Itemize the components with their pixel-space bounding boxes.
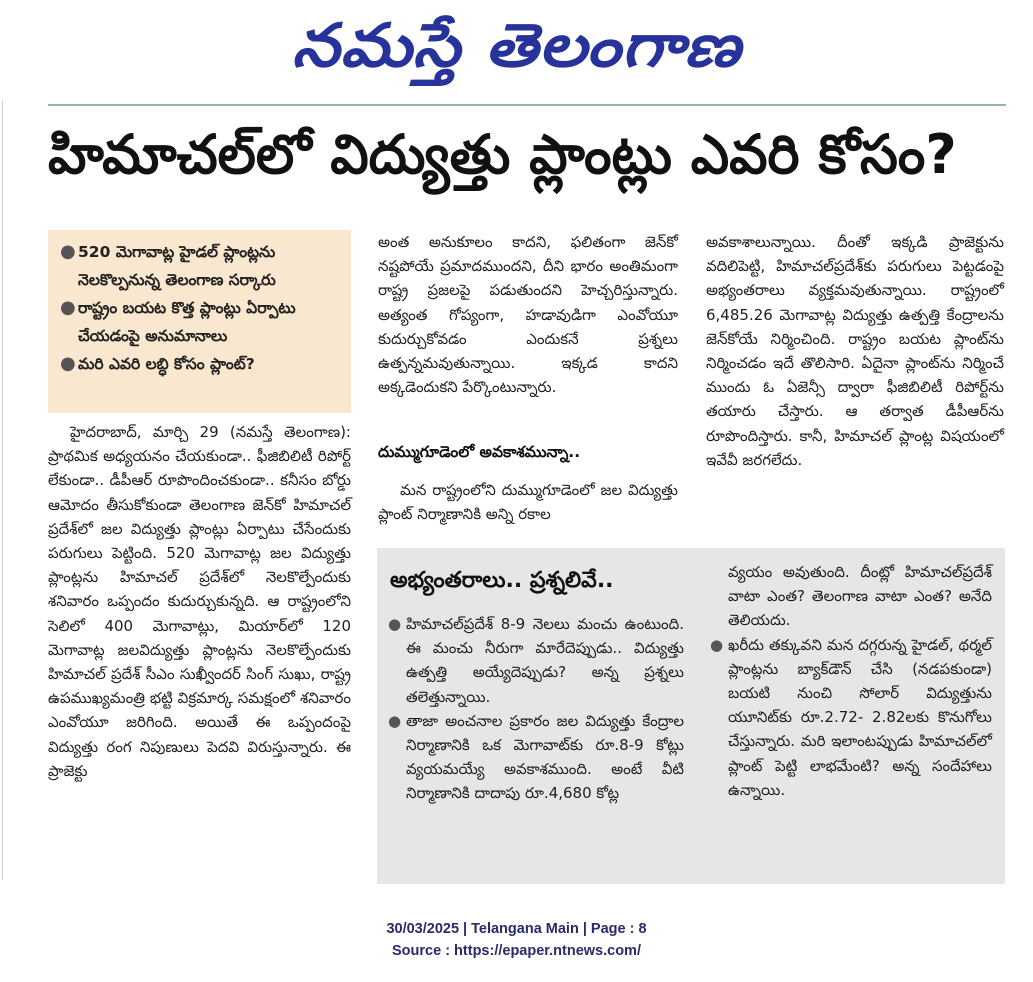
article-column-2-continued: మన రాష్ట్రంలోని దుమ్ముగూడెంలో జల విద్యుత్తు ప్లాంట్ నిర్మాణానికి అన్ని రకాల xyxy=(378,481,678,524)
objection-item: ● హిమాచల్‌ప్రదేశ్ 8-9 నెలలు మంచు ఉంటుంది. ఈ మంచు నీరుగా మారేదెప్పుడు.. విద్యుత్తు ఉత్పత్తి అయ్యేదెప్పుడు? అన్న ప్రశ్నలు తలెత్తున్నాయి. xyxy=(384,612,684,709)
bullet-icon: ● xyxy=(710,635,724,654)
bullet-icon: ● xyxy=(60,241,76,262)
masthead-logo: నమస్తే తెలంగాణ xyxy=(291,11,742,81)
objections-left-column xyxy=(384,612,684,806)
objections-box-title: అభ్యంతరాలు.. ప్రశ్నలివే.. xyxy=(390,568,614,593)
page-footer xyxy=(0,918,1033,962)
bullet-icon: ● xyxy=(388,711,402,730)
bullet-icon: ● xyxy=(60,297,76,318)
objections-right-column xyxy=(706,560,992,802)
page-margin-line xyxy=(2,100,3,880)
objection-continuation: వ్యయం అవుతుంది. దీంట్లో హిమాచల్‌ప్రదేశ్ వాటా ఎంత? తెలంగాణ వాటా ఎంత? అనేది తెలియదు. xyxy=(728,563,992,630)
bullet-icon: ● xyxy=(388,615,402,633)
highlight-item: ● మరి ఎవరి లబ్ధి కోసం ప్లాంట్? xyxy=(48,350,351,378)
article-column-2: అంత అనుకూలం కాదని, ఫలితంగా జెన్‌కో నష్టపోయే ప్రమాదముందని, దీని భారం అంతిమంగా రాష్ట్ర ప్రజలపై పడుతుందని హెచ్చరిస్తున్నారు. అత్యంత గోప్యంగా, హడావుడిగా ఎంవోయూ కుదుర్చుకోవడం ఎందుకనే ప్రశ్నలు ఉత్పన్నమవుతున్నాయి. ఇక్కడ కాదని అక్కడెందుకని పేర్కొంటున్నారు. xyxy=(378,233,678,397)
masthead-divider xyxy=(48,104,1006,106)
objection-item: ● తాజా అంచనాల ప్రకారం జల విద్యుత్తు కేంద్రాల నిర్మాణానికి ఒక మెగావాట్‌కు రూ.8-9 కోట్లు వ్యయమయ్యే అవకాశముంది. అంటే వీటి నిర్మాణానికి దాదాపు రూ.4,680 కోట్ల xyxy=(384,709,684,806)
article-headline: హిమాచల్‌లో విద్యుత్తు ప్లాంట్లు ఎవరి కోసం? xyxy=(48,123,957,186)
masthead xyxy=(0,0,1033,96)
highlights-box xyxy=(48,230,351,413)
footer-date-page: 30/03/2025 | Telangana Main | Page : 8 xyxy=(386,921,647,937)
footer-source: Source : https://epaper.ntnews.com/ xyxy=(392,943,641,959)
article-subheading: దుమ్ముగూడెంలో అవకాశమున్నా.. xyxy=(378,443,581,461)
highlight-item: ● 520 మెగావాట్ల హైడల్ ప్లాంట్లను నెలకొల్పనున్న తెలంగాణ సర్కారు xyxy=(48,238,351,294)
objection-item: ● ఖరీదు తక్కువని మన దగ్గరున్న హైడల్, థర్మల్ ప్లాంట్లను బ్యాక్‌డౌన్ చేసి (నడపకుండా) బయటి నుంచి సోలార్ విద్యుత్తును యూనిట్‌కు రూ.2.72- 2.82లకు కొనుగోలు చేస్తున్నారు. మరి ఇలాంటప్పుడు హిమాచల్‌లో ప్లాంట్ పెట్టి లాభమేంటి? అన్న సందేహాలు ఉన్నాయి. xyxy=(706,633,992,802)
article-column-3: అవకాశాలున్నాయి. దీంతో ఇక్కడి ప్రాజెక్టును వదిలిపెట్టి, హిమాచల్‌ప్రదేశ్‌కు పరుగులు పెట్టడంపై అభ్యంతరాలు వ్యక్తమవుతున్నాయి. రాష్ట్రంలో 6,485.26 మెగావాట్ల విద్యుత్తు ఉత్పత్తి కేంద్రాలను జెన్‌కోయే నిర్మించింది. రాష్ట్రం బయట ప్లాంట్‌ను నిర్మించడం ఇదే తొలిసారి. ఏదైనా ప్లాంట్‌ను నిర్మించే ముందు ఓ ఏజెన్సీ ద్వారా ఫీజిబిలిటీ రిపోర్ట్‌ను తయారు చేస్తారు. ఆ తర్వాత డీపీఆర్‌ను రూపొందిస్తారు. కానీ, హిమాచల్ ప్లాంట్ల విషయంలో ఇవేవీ జరగలేదు. xyxy=(706,233,1004,469)
bullet-icon: ● xyxy=(60,353,76,374)
highlight-item: ● రాష్ట్రం బయట కొత్త ప్లాంట్లు ఏర్పాటు చేయడంపై అనుమానాలు xyxy=(48,294,351,350)
article-column-1: హైదరాబాద్, మార్చి 29 (నమస్తే తెలంగాణ): ప్రాథమిక అధ్యయనం చేయకుండా.. ఫీజిబిలిటీ రిపోర్ట్ లేకుండా.. డీపీఆర్ రూపొందించకుండా.. కనీసం బోర్డు ఆమోదం తీసుకోకుండా తెలంగాణ జెన్‌కో హిమాచల్ ప్రదేశ్‌లో జల విద్యుత్తు ప్లాంట్లు ఏర్పాటు చేసేందుకు పరుగులు పెట్టింది. 520 మెగావాట్ల జల విద్యుత్తు ప్లాంట్లను హిమాచల్ ప్రదేశ్‌లో నెలకొల్పేందుకు శనివారం ఒప్పందం కుదుర్చుకున్నది. ఆ రాష్ట్రంలోని సెలిలో 400 మెగావాట్లు, మియార్‌లో 120 మెగావాట్ల జలవిద్యుత్తు ప్లాంట్లను నెలకొల్పేందుకు హిమాచల్ ప్రదేశ్ సీఎం సుఖ్వీందర్ సింగ్ సుఖు, రాష్ట్ర ఉపముఖ్యమంత్రి భట్టి విక్రమార్క సమక్షంలో శనివారం ఎంవోయూ జరిగింది. అయితే ఈ ఒప్పందంపై విద్యుత్తు రంగ నిపుణులు పెదవి విరుస్తున్నారు. ఈ ప్రాజెక్టు xyxy=(48,423,351,780)
